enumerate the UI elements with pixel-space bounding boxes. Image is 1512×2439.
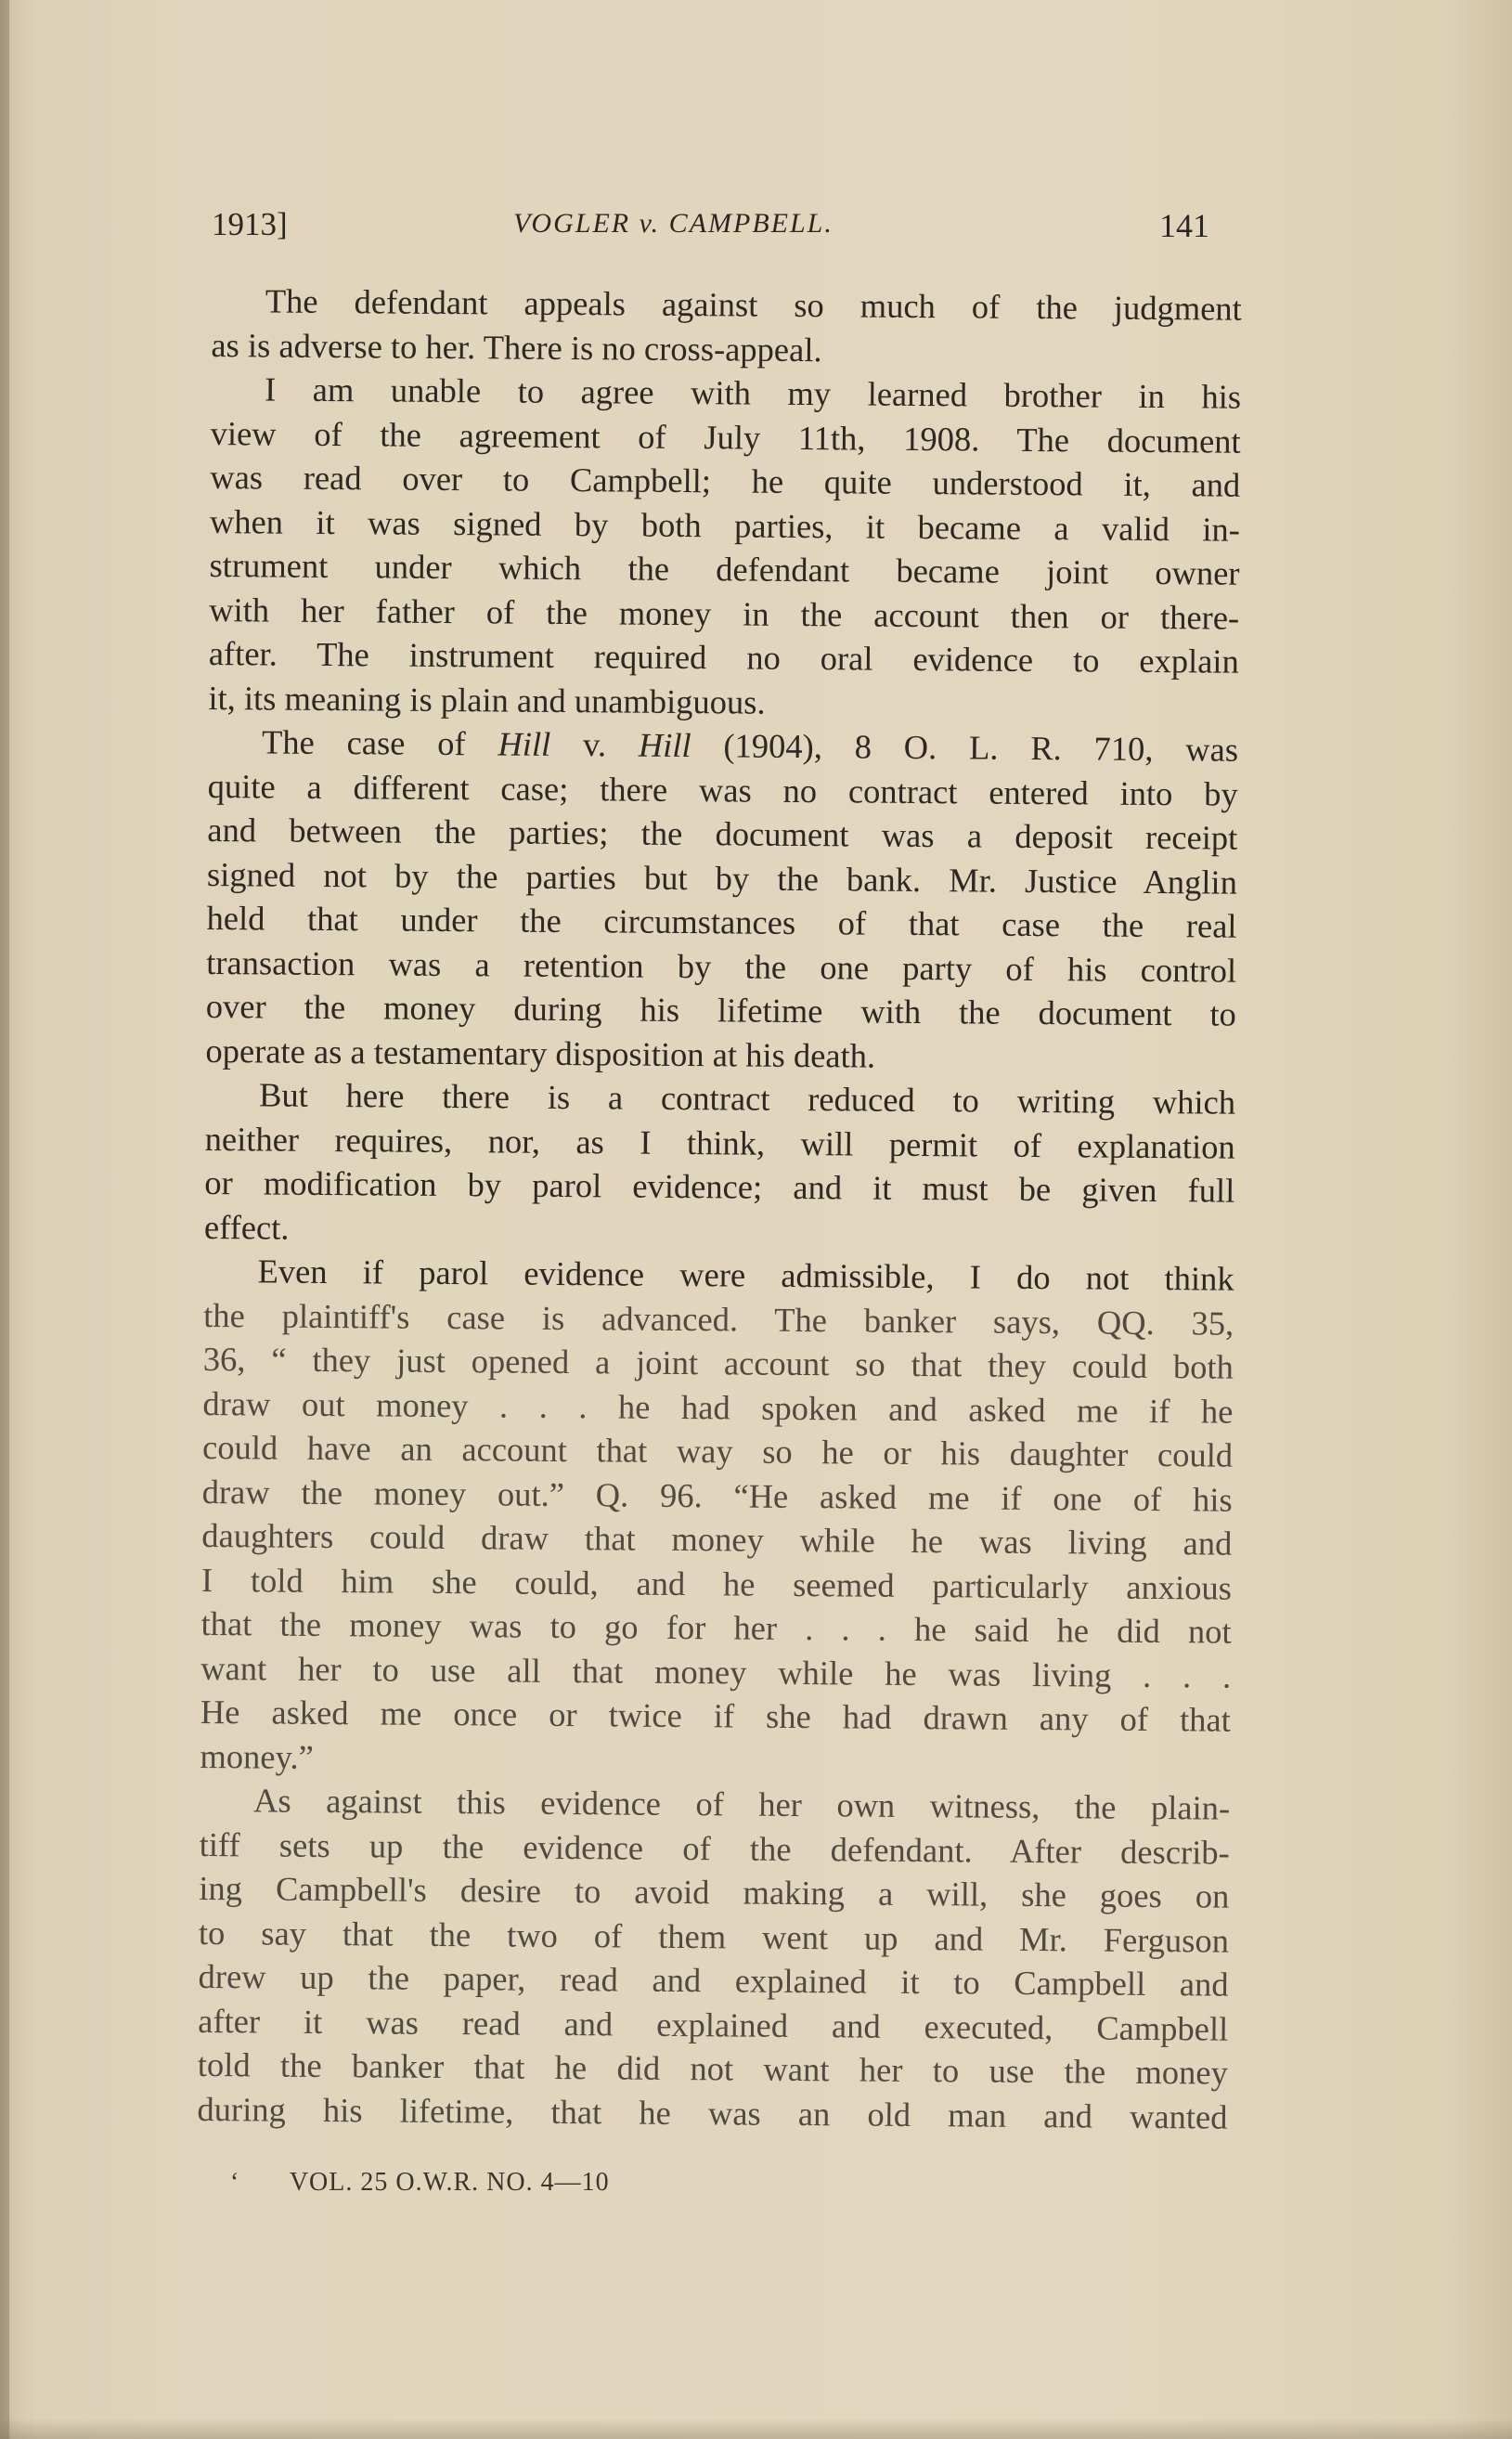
text-line: the plaintiff's case is advanced. The banker says, QQ. 35, (203, 1295, 1234, 1343)
text-line: 36, “ they just opened a joint account so that they could both (202, 1339, 1234, 1386)
case-name-italic: Hill (498, 724, 551, 763)
page-number: 141 (1159, 207, 1209, 244)
text-line: view of the agreement of July 11th, 1908. The document (210, 413, 1241, 461)
text-line: I am unable to agree with my learned brother in his (264, 370, 1242, 416)
text-line: when it was signed by both parties, it became a valid in- (209, 501, 1241, 549)
text-line: or modification by parol evidence; and it must be given full (204, 1162, 1235, 1210)
text-line: neither requires, nor, as I think, will permit of explanation (204, 1119, 1235, 1166)
text-line: He asked me once or twice if she had drawn any of that (200, 1692, 1232, 1739)
running-head-year: 1913] (212, 206, 288, 242)
footer-volume-line: VOL. 25 O.W.R. NO. 4—10 (289, 2168, 610, 2197)
text-line: drew up the paper, read and explained it to Campbell and (198, 1956, 1229, 2004)
text-line: as is adverse to her. There is no cross-appeal. (211, 325, 822, 369)
text-line: money.” (200, 1736, 314, 1776)
text-line: I told him she could, and he seemed particularly anxious (200, 1560, 1233, 1607)
text-line: and between the parties; the document was a deposit receipt (207, 810, 1238, 857)
running-head (212, 206, 1209, 253)
text-line: could have an account that way so he or his daughter could (201, 1427, 1234, 1474)
text-line: during his lifetime, that he was an old man and wanted (197, 2089, 1228, 2136)
body-text (197, 279, 1242, 2139)
text-line: quite a different case; there was no contract entered into by (207, 766, 1238, 813)
signature-footer (230, 2168, 610, 2198)
text-line: that the money was to go for her . . . he said he did not (200, 1603, 1232, 1651)
text-line: with her father of the money in the account then or there- (209, 590, 1240, 637)
running-head-case-title: VOGLER v. CAMPBELL. (513, 208, 834, 239)
text-line: tiff sets up the evidence of the defendant. After describ- (199, 1824, 1230, 1872)
text-line: was read over to Campbell; he quite understood it, and (210, 457, 1241, 504)
case-name-italic: Hill (638, 725, 691, 765)
text-line: told the banker that he did not want her to use the money (197, 2044, 1229, 2092)
text-line: The defendant appeals against so much of the judgment (265, 281, 1242, 328)
text-line: after it was read and explained and executed, Campbell (198, 2001, 1229, 2048)
text-line: effect. (203, 1207, 290, 1247)
page-binding-edge (0, 0, 9, 2439)
text-line: draw out money . . . he had spoken and asked me if he (202, 1383, 1234, 1431)
text-line: ing Campbell's desire to avoid making a will, she goes on (199, 1868, 1230, 1915)
text-line: strument under which the defendant became joint owner (209, 545, 1240, 592)
text-line: transaction was a retention by the one party of his control (206, 942, 1237, 990)
text-line: over the money during his lifetime with the document to (205, 986, 1236, 1033)
text-line: held that under the circumstances of that case the real (206, 898, 1237, 945)
text-line: Even if parol evidence were admissible, I do not think (257, 1252, 1234, 1298)
text-line: to say that the two of them went up and Mr. Ferguson (198, 1913, 1230, 1960)
text-line: The case of Hill v. Hill (1904), 8 O. L. R. 710, was (261, 722, 1239, 769)
text-line: daughters could draw that money while he was living and (201, 1515, 1233, 1563)
text-line: after. The instrument required no oral evidence to explain (208, 633, 1239, 681)
text-line: operate as a testamentary disposition at his death. (205, 1031, 876, 1075)
text-line: But here there is a contract reduced to writing which (258, 1075, 1236, 1122)
text-line: it, its meaning is plain and unambiguous. (208, 678, 766, 721)
footer-mark: ‘ (230, 2168, 240, 2197)
text-line: want her to use all that money while he was living . . . (200, 1648, 1232, 1695)
text-line: draw the money out.” Q. 96. “He asked me if one of his (201, 1472, 1233, 1519)
text-line: As against this evidence of her own witness, the plain- (252, 1781, 1231, 1827)
text-line: signed not by the parties but by the bank. Mr. Justice Anglin (206, 854, 1238, 902)
page-bottom-edge (0, 2419, 1512, 2439)
